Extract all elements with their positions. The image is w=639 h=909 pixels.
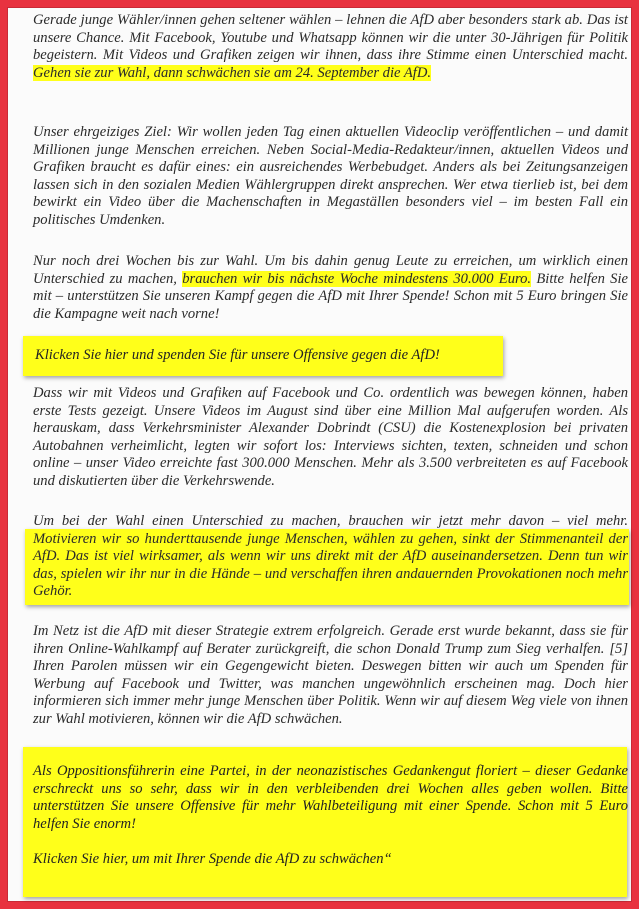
paragraph-ambitious-goal: Unser ehrgeiziges Ziel: Wir wollen jeden Tag einen aktuellen Videoclip veröffentlichen – und damit Millionen junge Menschen erreichen. Neben Social-Media-Redakteur/innen, aktuellen Videos und Grafiken braucht es dafür eines: ein ausreichendes Werbebudget. Anders als bei Zeitungsanzeigen lassen sich in den sozialen Medien Wählergruppen direkt ansprechen. Wer etwa tierlieb ist, bei dem bewirkt ein Video über die Machenschaften in Megaställen besonders viel – im besten Fall ein politisches Umdenken. xyxy=(33,124,628,228)
paragraph-text: Gerade junge Wähler/innen gehen seltener wählen – lehnen die AfD aber besonders stark ab. Das ist unsere Chance. Mit Facebook, Youtube und Whatsapp können wir die unter 30-Jährigen für Politik begeistern. Mit Videos und Grafiken zeigen wir ihnen, dass ihre Stimme einen Unterschied macht. xyxy=(33,12,628,64)
paragraph-young-voters xyxy=(33,12,628,82)
donate-link-afd[interactable]: Klicken Sie hier, um mit Ihrer Spende die AfD zu schwächen“ xyxy=(33,850,392,867)
paragraph-strategy: Im Netz ist die AfD mit dieser Strategie extrem erfolgreich. Gerade erst wurde bekannt, dass sie für ihren Online-Wahlkampf auf Berater zurückgreift, die schon Donald Trump zum Sieg verhalfen. [5] Ihren Parolen müssen wir ein Gegengewicht bieten. Deswegen bitten wir auch um Spenden für Werbung auf Facebook und Twitter, was manchen ungewöhnlich erscheinen mag. Doch hier informieren sich immer mehr junge Menschen über Politik. Wenn wir auf diesem Weg viele von ihnen zur Wahl motivieren, können wir die AfD schwächen. xyxy=(33,623,628,727)
highlight-donation-goal: brauchen wir bis nächste Woche mindestens 30.000 Euro. xyxy=(182,270,532,287)
document-page xyxy=(7,7,632,902)
closing-text-block xyxy=(33,763,628,869)
paragraph-text: Bitte helfen Sie mit – unterstützen Sie unseren Kampf gegen die AfD mit Ihrer Spende! Schon mit 5 Euro bringen Sie die Kampagne weit nach vorne! xyxy=(33,270,628,322)
highlight-motivation: Motivieren wir so hunderttausende junge Menschen, wählen zu gehen, sinkt der Stimmenanteil der AfD. Das ist viel wirksamer, als wenn wir uns direkt mit der AfD auseinandersetzen. Denn tun wir das, spielen wir ihr nur in die Hände – und verschaffen ihren andauernden Provokationen noch mehr Gehör. xyxy=(33,530,628,600)
paragraph-text: Nur noch drei Wochen bis zur Wahl. Um bis dahin genug Leute zu erreichen, um wirklich einen Unterschied zu machen, xyxy=(33,253,628,287)
highlight-vote-call: Gehen sie zur Wahl, dann schwächen sie am 24. September die AfD. xyxy=(33,64,432,81)
paragraph-three-weeks xyxy=(33,253,628,323)
paragraph-difference xyxy=(33,513,628,601)
donate-link[interactable]: Klicken Sie hier und spenden Sie für unsere Offensive gegen die AfD! xyxy=(35,347,440,363)
paragraph-tests: Dass wir mit Videos und Grafiken auf Facebook und Co. ordentlich was bewegen können, haben erste Tests gezeigt. Unsere Videos im August sind über eine Million Mal aufgerufen worden. Als herauskam, dass Verkehrsminister Alexander Dobrindt (CSU) die Kostenexplosion bei privaten Autobahnen verheimlicht, legten wir sofort los: Interviews sichten, texten, schneiden und schon online – unser Video erreichte fast 300.000 Menschen. Mehr als 3.500 verbreiteten es auf Facebook und diskutierten über die Verkehrswende. xyxy=(33,385,628,489)
donate-callout-box[interactable] xyxy=(23,336,503,376)
closing-paragraph: Als Oppositionsführerin eine Partei, in der neonazistisches Gedankengut floriert – dieser Gedanke erschreckt uns so sehr, dass wir in den verbleibenden drei Wochen alles geben wollen. Bitte unterstützen Sie unsere Offensive für mehr Wahlbeteiligung mit einer Spende. Schon mit 5 Euro helfen Sie enorm! xyxy=(33,763,628,832)
paragraph-text: Um bei der Wahl einen Unterschied zu machen, brauchen wir jetzt mehr davon – viel mehr. xyxy=(33,513,628,529)
